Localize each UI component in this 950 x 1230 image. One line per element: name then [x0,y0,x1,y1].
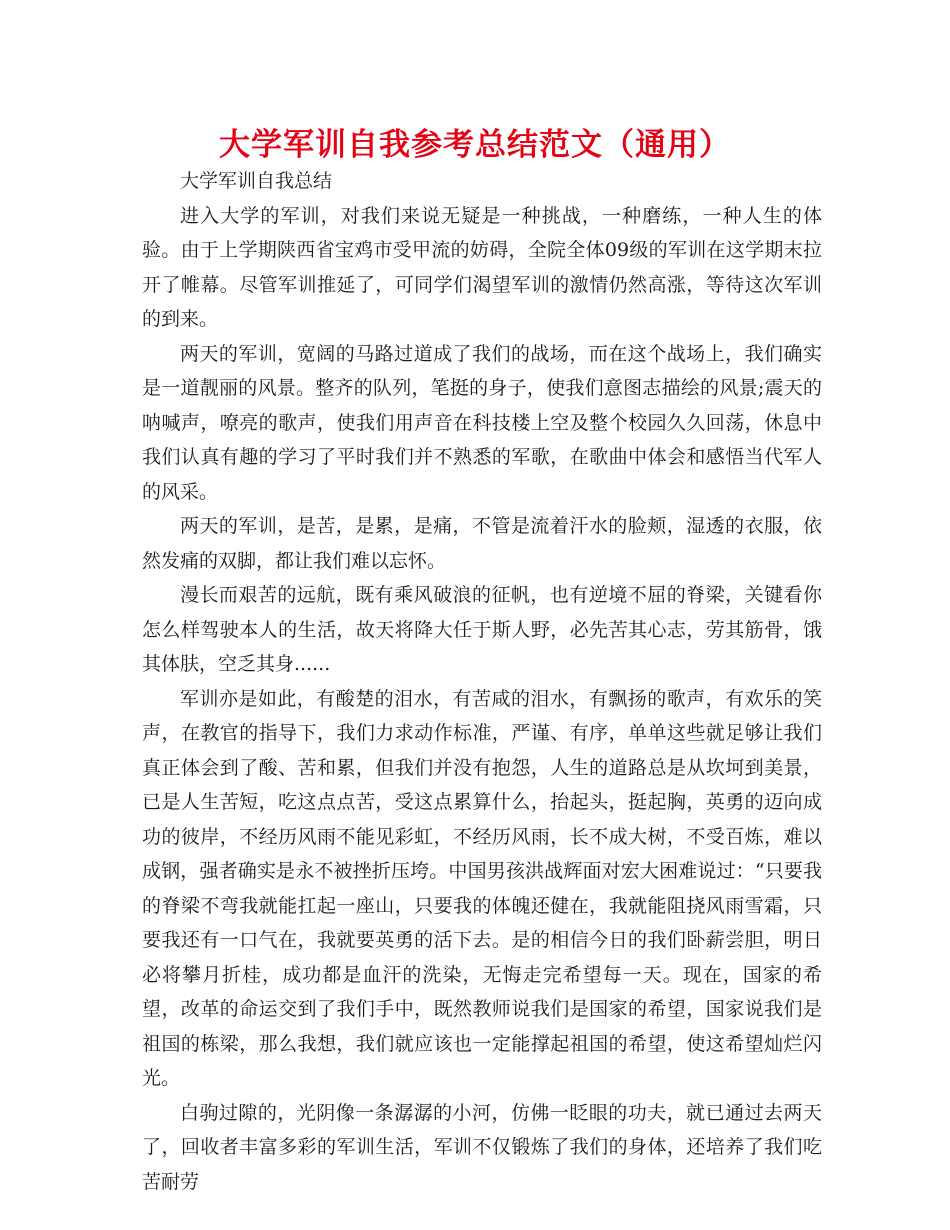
paragraph-6: 白驹过隙的，光阴像一条潺潺的小河，仿佛一眨眼的功夫，就已通过去两天了，回收者丰富多彩的军训生活，军训不仅锻炼了我们的身体，还培养了我们吃苦耐劳 [142,1101,822,1193]
document-subtitle: 大学军训自我总结 [180,170,333,192]
paragraph-5: 军训亦是如此，有酸楚的泪水，有苦咸的泪水，有飘扬的歌声，有欢乐的笑声，在教官的指导下，我们力求动作标准，严谨、有序，单单这些就足够让我们真正体会到了酸、苦和累，但我们并没有抱怨，人生的道路总是从坎坷到美景，已是人生苦短，吃这点点苦，受这点累算什么，抬起头，挺起胸，英勇的迈向成功的彼岸，不经历风雨不能见彩虹，不经历风雨，长不成大树，不受百炼，难以成钢，强者确实是永不被挫折压垮。中国男孩洪战辉面对宏大困难说过：“只要我的脊梁不弯我就能扛起一座山，只要我的体魄还健在，我就能阻挠风雨雪霜，只要我还有一口气在，我就要英勇的活下去。是的相信今日的我们卧薪尝胆，明日必将攀月折桂，成功都是血汗的洗染，无悔走完希望每一天。现在，国家的希望，改革的命运交到了我们手中，既然教师说我们是国家的希望，国家说我们是祖国的栋梁，那么我想，我们就应该也一定能撑起祖国的希望，使这希望灿烂闪光。 [142,687,822,1089]
paragraph-4: 漫长而艰苦的远航，既有乘风破浪的征帆，也有逆境不屈的脊梁，关键看你怎么样驾驶本人的生活，故天将降大任于斯人野，必先苦其心志，劳其筋骨，饿其体肤，空乏其身...... [142,584,822,675]
document-title: 大学军训自我参考总结范文（通用） [219,127,731,163]
document-body [142,164,822,1199]
paragraph-2: 两天的军训，宽阔的马路过道成了我们的战场，而在这个战场上，我们确实是一道靓丽的风景。整齐的队列，笔挺的身子，使我们意图志描绘的风景;震天的呐喊声，嘹亮的歌声，使我们用声音在科技楼上空及整个校园久久回荡，休息中我们认真有趣的学习了平时我们并不熟悉的军歌，在歌曲中体会和感悟当代军人的风采。 [142,342,822,503]
paragraph-1: 进入大学的军训，对我们来说无疑是一种挑战，一种磨练，一种人生的体验。由于上学期陕西省宝鸡市受甲流的妨碍，全院全体09级的军训在这学期末拉开了帷幕。尽管军训推延了，可同学们渴望军训的激情仍然高涨，等待这次军训的到来。 [142,204,822,330]
paragraph-3: 两天的军训，是苦，是累，是痛，不管是流着汗水的脸颊，湿透的衣服，依然发痛的双脚，都让我们难以忘怀。 [142,515,822,572]
